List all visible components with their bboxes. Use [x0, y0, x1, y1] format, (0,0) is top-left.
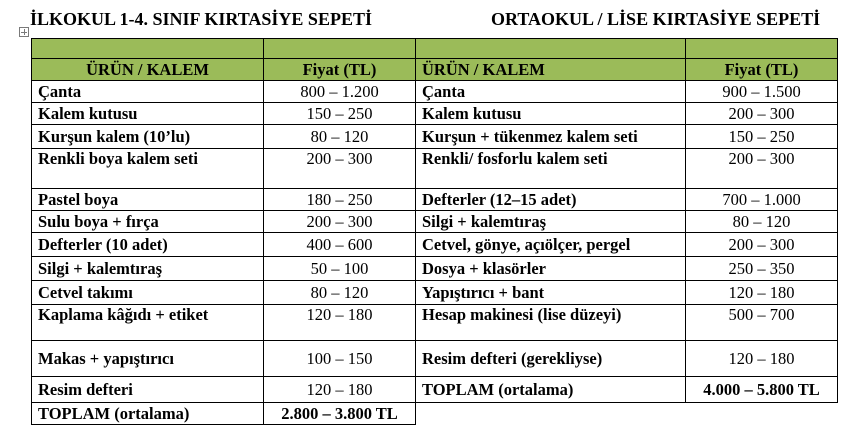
table-move-handle-icon[interactable]: [19, 27, 29, 37]
table-row: [32, 81, 838, 103]
price-left: 80 – 120: [264, 281, 416, 305]
item-left: Cetvel takımı: [32, 281, 264, 305]
item-right: Cetvel, gönye, açıölçer, pergel: [416, 233, 686, 257]
item-left: Makas + yapıştırıcı: [32, 341, 264, 377]
price-right: 120 – 180: [686, 281, 838, 305]
price-left: 150 – 250: [264, 103, 416, 125]
table-row: [32, 377, 838, 403]
price-table: [31, 38, 838, 425]
header-item-right: ÜRÜN / KALEM: [416, 59, 686, 81]
header-band-cell: [416, 39, 686, 59]
price-right: 120 – 180: [686, 341, 838, 377]
item-left: Sulu boya + fırça: [32, 211, 264, 233]
table-row: [32, 211, 838, 233]
item-left: Kurşun kalem (10’lu): [32, 125, 264, 149]
price-left: 80 – 120: [264, 125, 416, 149]
item-right: Silgi + kalemtıraş: [416, 211, 686, 233]
price-right: 250 – 350: [686, 257, 838, 281]
table-row: [32, 125, 838, 149]
price-right: 80 – 120: [686, 211, 838, 233]
price-right: 700 – 1.000: [686, 189, 838, 211]
price-left: 800 – 1.200: [264, 81, 416, 103]
table-row: [32, 305, 838, 341]
item-right: Yapıştırıcı + bant: [416, 281, 686, 305]
item-left: Kaplama kâğıdı + etiket: [32, 305, 264, 341]
header-band-cell: [264, 39, 416, 59]
empty-cell: [686, 403, 838, 425]
price-left: 200 – 300: [264, 149, 416, 189]
header-row: [32, 59, 838, 81]
header-band-cell: [32, 39, 264, 59]
price-right: 200 – 300: [686, 103, 838, 125]
item-right: Resim defteri (gerekliyse): [416, 341, 686, 377]
total-value-left: 2.800 – 3.800 TL: [264, 403, 416, 425]
price-left: 200 – 300: [264, 211, 416, 233]
item-left: Pastel boya: [32, 189, 264, 211]
header-price-left: Fiyat (TL): [264, 59, 416, 81]
price-left: 120 – 180: [264, 305, 416, 341]
item-right: Kalem kutusu: [416, 103, 686, 125]
table-row: [32, 149, 838, 189]
price-right: 500 – 700: [686, 305, 838, 341]
header-band-row: [32, 39, 838, 59]
item-left: Defterler (10 adet): [32, 233, 264, 257]
price-right: 200 – 300: [686, 149, 838, 189]
item-right: Dosya + klasörler: [416, 257, 686, 281]
item-right: Defterler (12–15 adet): [416, 189, 686, 211]
total-label-left: TOPLAM (ortalama): [32, 403, 264, 425]
total-label-right: TOPLAM (ortalama): [416, 377, 686, 403]
price-left: 400 – 600: [264, 233, 416, 257]
table-row: [32, 281, 838, 305]
item-left: Resim defteri: [32, 377, 264, 403]
title-primary-basket: İLKOKUL 1-4. SINIF KIRTASİYE SEPETİ: [30, 9, 372, 29]
price-left: 180 – 250: [264, 189, 416, 211]
table-row: [32, 189, 838, 211]
item-right: Renkli/ fosforlu kalem seti: [416, 149, 686, 189]
table-row: [32, 403, 838, 425]
table-row: [32, 103, 838, 125]
price-right: 200 – 300: [686, 233, 838, 257]
table-row: [32, 233, 838, 257]
price-right: 150 – 250: [686, 125, 838, 149]
header-item-left: ÜRÜN / KALEM: [32, 59, 264, 81]
item-right: Çanta: [416, 81, 686, 103]
total-value-right: 4.000 – 5.800 TL: [686, 377, 838, 403]
empty-cell: [416, 403, 686, 425]
item-right: Hesap makinesi (lise düzeyi): [416, 305, 686, 341]
price-right: 900 – 1.500: [686, 81, 838, 103]
item-left: Renkli boya kalem seti: [32, 149, 264, 189]
title-secondary-basket: ORTAOKUL / LİSE KIRTASİYE SEPETİ: [491, 9, 821, 29]
header-band-cell: [686, 39, 838, 59]
item-left: Çanta: [32, 81, 264, 103]
price-left: 50 – 100: [264, 257, 416, 281]
item-right: Kurşun + tükenmez kalem seti: [416, 125, 686, 149]
table-row: [32, 257, 838, 281]
price-left: 120 – 180: [264, 377, 416, 403]
table-row: [32, 341, 838, 377]
price-left: 100 – 150: [264, 341, 416, 377]
item-left: Kalem kutusu: [32, 103, 264, 125]
item-left: Silgi + kalemtıraş: [32, 257, 264, 281]
header-price-right: Fiyat (TL): [686, 59, 838, 81]
